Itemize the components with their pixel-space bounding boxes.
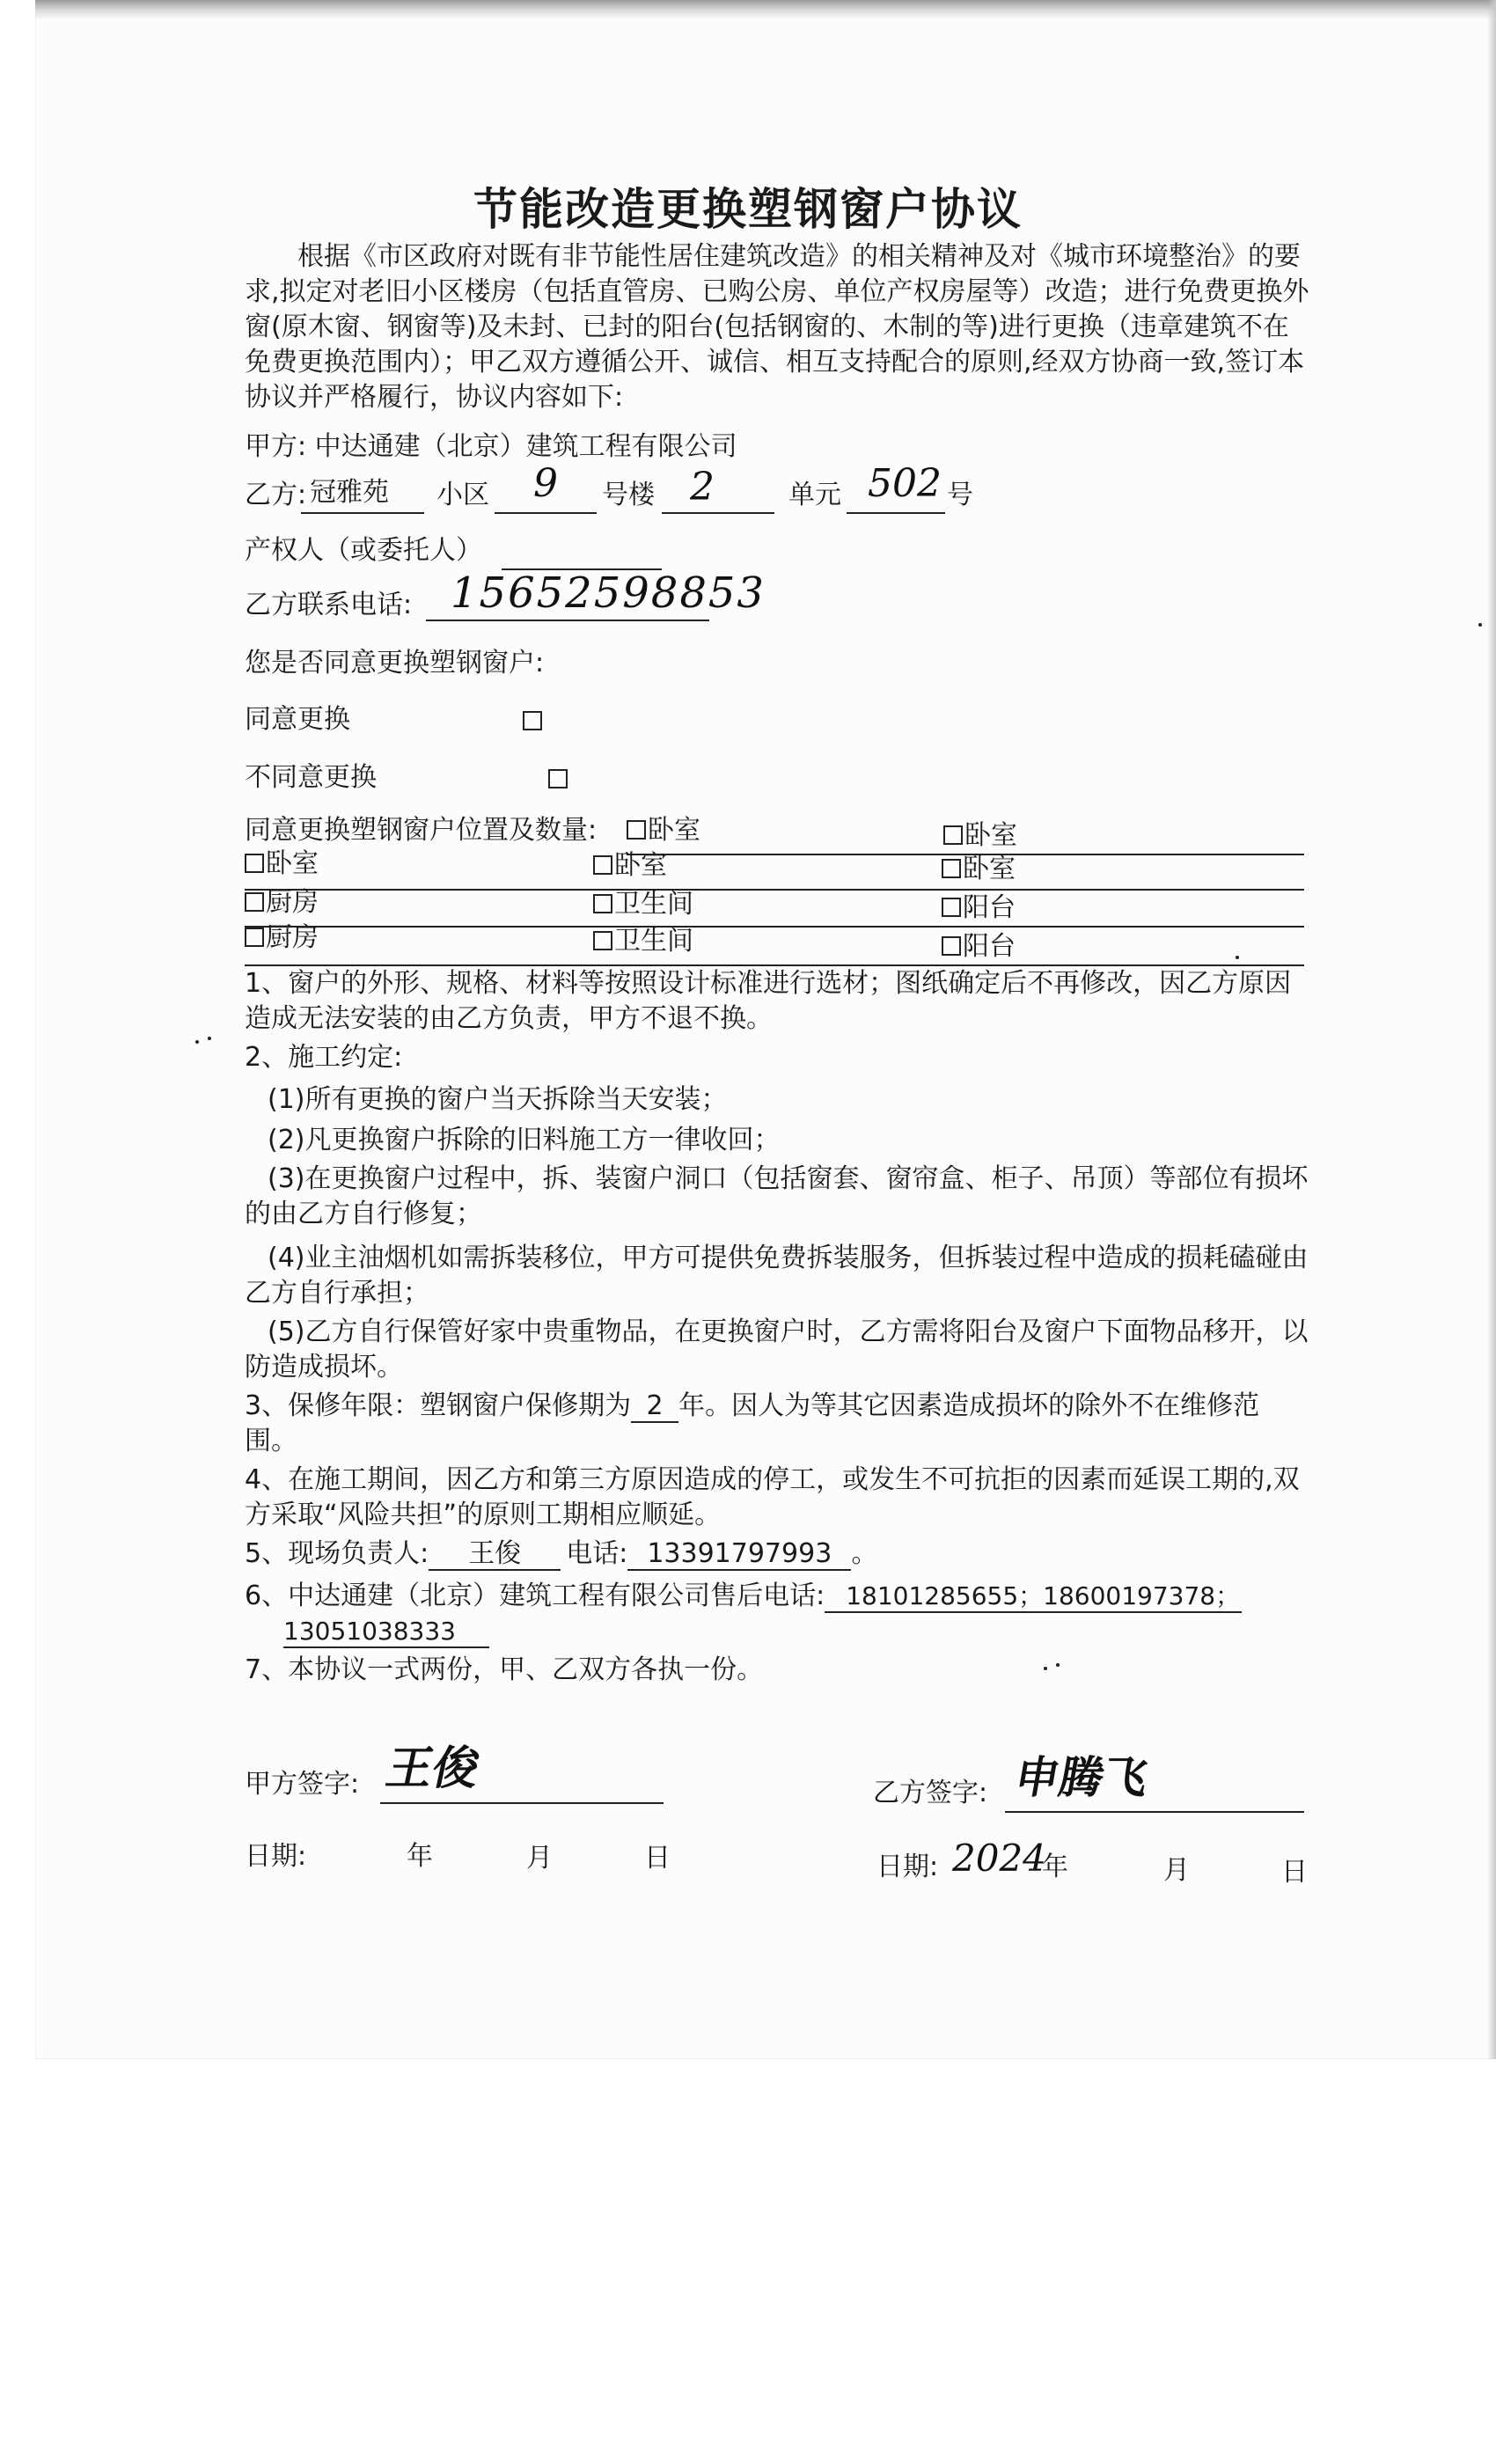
unit-number: 2 (690, 465, 715, 510)
bedroom-5-label: 卧室 (963, 854, 1016, 884)
clause-2-title: 2、施工约定: (245, 1042, 403, 1073)
scan-shadow-right (1487, 0, 1496, 2059)
consent-question: 您是否同意更换塑钢窗户: (245, 648, 545, 678)
kitchen-2-label: 厨房 (266, 922, 319, 953)
warranty-years: 2 (631, 1391, 678, 1423)
clause-1: 1、窗户的外形、规格、材料等按照设计标准进行选材；图纸确定后不再修改，因乙方原因造成无法安装的由乙方负责，甲方不退不换。 (245, 968, 1292, 1034)
room-underline (847, 512, 945, 514)
phone-underline (426, 620, 709, 621)
clause-5-phone-label: 电话: (566, 1538, 628, 1569)
bathroom-2-label: 卫生间 (614, 926, 693, 957)
clause-5-end: 。 (851, 1538, 878, 1569)
scan-speck (1236, 956, 1239, 959)
date-b-year: 年 (1042, 1852, 1068, 1882)
date-b-label: 日期: (876, 1852, 939, 1882)
clause-2-item-1: (1)所有更换的窗户当天拆除当天安装； (268, 1084, 728, 1115)
kitchen-1-label: 厨房 (266, 887, 319, 918)
agree-label: 同意更换 (245, 704, 350, 735)
room-number: 502 (868, 461, 942, 506)
scan-speck (208, 1037, 211, 1040)
date-b-day: 日 (1281, 1857, 1308, 1888)
bathroom-1-label: 卫生间 (614, 889, 693, 920)
unit-underline (662, 512, 774, 514)
clause-6-continued (283, 1614, 489, 1649)
party-b-community: 冠雅苑 (310, 477, 389, 508)
sign-a-underline (380, 1802, 664, 1804)
date-a-month: 月 (526, 1843, 553, 1874)
bedroom-4-checkbox[interactable] (593, 855, 612, 875)
clause-2-item-5: (5)乙方自行保管好家中贵重物品，在更换窗户时，乙方需将阳台及窗户下面物品移开，以防造成损坏。 (245, 1316, 1309, 1382)
bedroom-5-checkbox[interactable] (942, 859, 961, 878)
clause-3 (245, 1389, 1309, 1459)
position-bedroom-2 (943, 818, 1017, 854)
scan-speck (1056, 1663, 1060, 1667)
bedroom-3-checkbox[interactable] (245, 854, 264, 873)
after-sales-phones-2: 13051038333 (283, 1617, 489, 1648)
bedroom-1-label: 卧室 (648, 815, 700, 846)
table-rule-3 (245, 926, 1304, 928)
clause-5-prefix: 5、现场负责人: (245, 1538, 429, 1569)
clause-2-item-3: (3)在更换窗户过程中，拆、装窗户洞口（包括窗套、窗帘盒、柜子、吊顶）等部位有损坏的由乙方自行修复； (245, 1163, 1309, 1229)
room-suffix: 号 (947, 480, 973, 510)
owner-label: 产权人（或委托人） (245, 535, 482, 566)
party-a-label: 甲方: (245, 431, 307, 462)
scan-speck (1478, 623, 1482, 627)
position-bedroom-1 (627, 813, 700, 848)
balcony-1-checkbox[interactable] (942, 898, 961, 917)
phone-label: 乙方联系电话: (245, 590, 413, 620)
site-manager-name: 王俊 (429, 1539, 561, 1571)
building-underline (495, 512, 597, 514)
table-rule-2 (245, 889, 1304, 891)
date-b-month: 月 (1163, 1855, 1190, 1886)
position-bedroom-4 (593, 848, 667, 884)
position-bedroom-3 (245, 847, 319, 882)
party-a-name: 中达通建（北京）建筑工程有限公司 (314, 431, 737, 462)
scan-shadow-top (35, 0, 1496, 19)
clause-6 (245, 1579, 1242, 1614)
balcony-1-label: 阳台 (963, 892, 1016, 923)
positions-label: 同意更换塑钢窗户位置及数量: (245, 815, 598, 846)
sign-a-signature: 王俊 (381, 1742, 485, 1795)
position-bathroom-2 (593, 924, 693, 959)
date-b-year-value: 2024 (952, 1837, 1046, 1880)
bedroom-2-checkbox[interactable] (943, 825, 963, 845)
position-balcony-2 (942, 929, 1016, 964)
balcony-2-checkbox[interactable] (942, 936, 961, 956)
party-a-line (245, 429, 737, 465)
bathroom-1-checkbox[interactable] (593, 894, 612, 913)
intro-paragraph: 根据《市区政府对既有非节能性居住建筑改造》的相关精神及对《城市环境整治》的要求,拟定对老旧小区楼房（包括直管房、已购公房、单位产权房屋等）改造；进行免费更换外窗(原木窗、钢窗等)及未封、已封的阳台(包括钢窗的、木制的等)进行更换（违章建筑不在免费更换范围内）；甲乙双方遵循公开、诚信、相互支持配合的原则,经双方协商一致,签订本协议并严格履行，协议内容如下: (245, 241, 1309, 413)
bathroom-2-checkbox[interactable] (593, 931, 612, 950)
sign-b-signature: 申腾飞 (1010, 1752, 1153, 1803)
building-number: 9 (533, 461, 558, 506)
agree-checkbox[interactable] (523, 711, 542, 730)
date-a-year: 年 (407, 1841, 433, 1872)
clause-2-item-4: (4)业主油烟机如需拆装移位，甲方可提供免费拆装服务，但拆装过程中造成的损耗磕碰由乙方自行承担； (245, 1243, 1309, 1309)
bedroom-2-label: 卧室 (964, 820, 1017, 851)
clause-7: 7、本协议一式两份，甲、乙双方各执一份。 (245, 1654, 764, 1685)
disagree-label: 不同意更换 (245, 762, 377, 793)
party-b-label: 乙方: (245, 480, 307, 510)
clause-3-suffix: 年。因人为等其它因素造成损坏的除外不在维修范围。 (245, 1390, 1260, 1456)
date-a-label: 日期: (245, 1841, 307, 1872)
sign-a-label: 甲方签字: (245, 1769, 360, 1800)
disagree-checkbox[interactable] (548, 769, 568, 788)
position-kitchen-1 (245, 885, 319, 920)
scan-speck (1044, 1667, 1047, 1670)
bedroom-1-checkbox[interactable] (627, 820, 646, 840)
community-suffix: 小区 (436, 480, 489, 510)
clause-6-prefix: 6、中达通建（北京）建筑工程有限公司售后电话: (245, 1580, 825, 1611)
clause-3-prefix: 3、保修年限：塑钢窗户保修期为 (245, 1390, 632, 1421)
party-b-phone: 15652598853 (451, 568, 766, 618)
position-balcony-1 (942, 891, 1016, 926)
scan-speck (195, 1040, 199, 1044)
position-bathroom-1 (593, 887, 693, 922)
unit-suffix: 单元 (788, 480, 841, 510)
document-title: 节能改造更换塑钢窗户协议 (473, 184, 1023, 235)
date-a-day: 日 (644, 1843, 671, 1874)
kitchen-1-checkbox[interactable] (245, 892, 264, 912)
sign-b-label: 乙方签字: (873, 1778, 988, 1808)
bedroom-4-label: 卧室 (614, 850, 667, 881)
kitchen-2-checkbox[interactable] (245, 928, 264, 947)
clause-4: 4、在施工期间，因乙方和第三方原因造成的停工，或发生不可抗拒的因素而延误工期的,双方采取“风险共担”的原则工期相应顺延。 (245, 1464, 1300, 1530)
after-sales-phones-1: 18101285655；18600197378； (825, 1581, 1242, 1613)
clause-2-item-2: (2)凡更换窗户拆除的旧料施工方一律收回； (268, 1125, 781, 1155)
community-underline (301, 512, 424, 514)
sign-b-underline (1005, 1811, 1304, 1813)
balcony-2-label: 阳台 (963, 931, 1016, 962)
clause-5 (245, 1536, 877, 1572)
site-manager-phone: 13391797993 (627, 1539, 851, 1571)
bedroom-3-label: 卧室 (266, 848, 319, 879)
building-suffix: 号楼 (602, 480, 655, 510)
position-bedroom-5 (942, 852, 1016, 887)
position-kitchen-2 (245, 920, 319, 956)
